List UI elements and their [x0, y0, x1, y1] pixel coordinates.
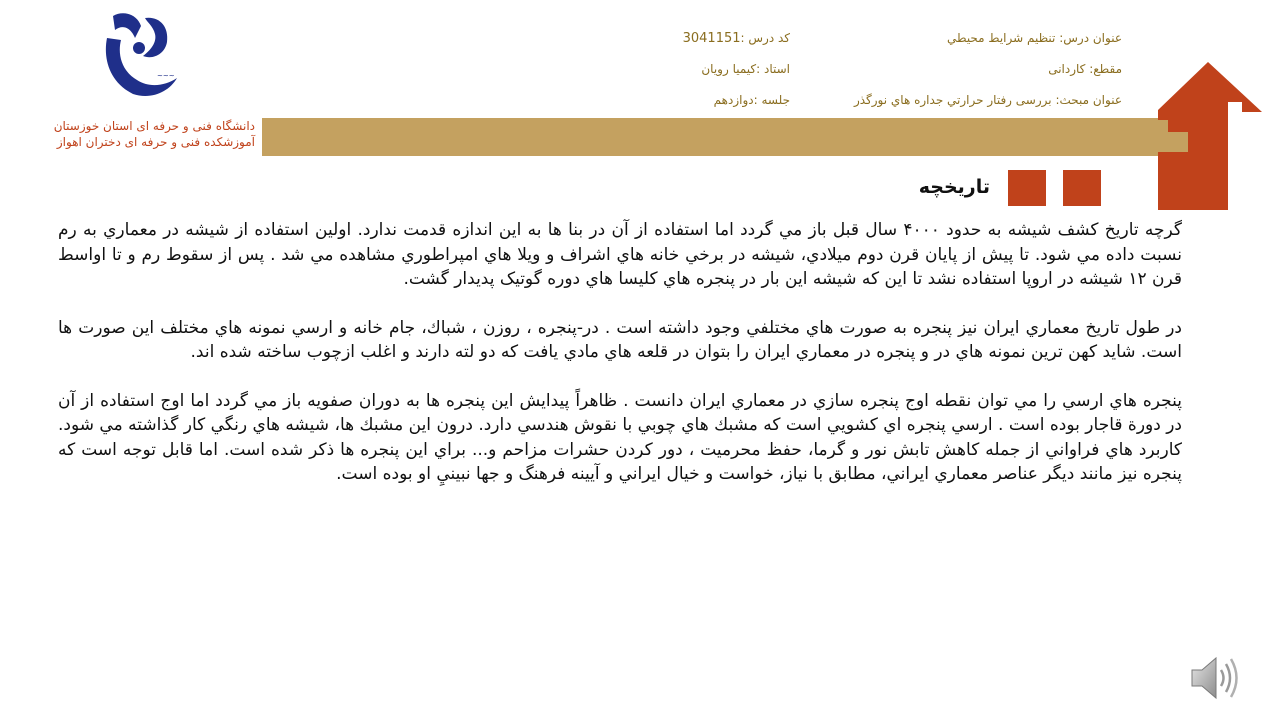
paragraph-1: گرچه تاريخ کشف شيشه به حدود ۴۰۰۰ سال قبل باز مي گردد اما استفاده از آن در بنا ها به اين اندازه قدمت ندارد. اولين استفاده از شيشه در معماري به رم نسبت داده مي شود. تا پيش از پايان قرن دوم ميلادي، شيشه در برخي خانه هاي اشراف و ويلا هاي امپراطوري مشاهده مي شد . پس از سقوط رم و تا اواسط قرن ۱۲ شيشه در اروپا استفاده نشد تا اين که شيشه اين بار در پنجره هاي کليسا هاي دوره گوتيک پديدار گشت. [58, 220, 1182, 289]
svg-text:~~~: ~~~ [157, 72, 175, 80]
decor-square-2 [1063, 170, 1101, 206]
paragraph-2: در طول تاريخ معماري ايران نيز پنجره به صورت هاي مختلفي وجود داشته است . در-پنجره ، روزن ، شباك، جام خانه و ارسي نمونه هاي مختلف اين صورت ها است. شايد کهن ترين نمونه هاي در و پنجره در معماري ايران را بتوان در قلعه هاي مادي يافت که دو لته دارند و اغلب ازچوب ساخته شده اند. [58, 317, 1182, 362]
speaker-icon[interactable] [1188, 654, 1240, 702]
course-title-label: عنوان درس: [1059, 31, 1122, 45]
topic-value: بررسی رفتار حرارتي جداره هاي نورگذر [853, 93, 1052, 107]
instructor [701, 62, 790, 76]
level-label: مقطع: [1089, 62, 1122, 76]
session [714, 93, 790, 107]
paragraph-3: پنجره هاي ارسي را مي توان نقطه اوج پنجره سازي در معماري ايران دانست . ظاهراً پيدايش اين پنجره ها به دوران صفويه باز مي گردد اما اوج استفاده از آن در دورة قاجار بوده است . ارسي پنجره اي کشويي است که مشبك هاي چوبي با نقوش هندسي دارد. درون اين مشبك ها، شيشه هاي رنگي کار گذاشته مي شود. کاربرد هاي فراواني از جمله کاهش تابش نور و گرما، حفظ محرميت ، دور کردن حشرات مزاحم و... براي اين پنجره ها ذکر شده است. اما قابل توجه است که پنجره نيز مانند ديگر عناصر معماري ايراني، مطابق با نياز، خواست و خيال ايراني و آيينه فرهنگ و جها نبينيِ او بوده است. [58, 390, 1182, 484]
instructor-label: استاد : [756, 62, 790, 76]
course-code [683, 31, 790, 46]
arrow-icon [1150, 60, 1268, 210]
level [1048, 62, 1122, 76]
university-logo-icon [95, 8, 185, 100]
institution-line2: آموزشکده فنی و حرفه ای دختران اهواز [56, 135, 255, 149]
institution-line1: دانشگاه فنی و حرفه ای استان خوزستان [53, 119, 255, 133]
topic-label: عنوان مبحث: [1055, 93, 1122, 107]
topic [854, 93, 1122, 107]
section-heading: تاريخچه [918, 176, 990, 198]
decor-square-1 [1008, 170, 1046, 206]
header-band [262, 118, 1192, 156]
session-label: جلسه : [753, 93, 790, 107]
instructor-value: کیمیا رویان [701, 62, 757, 76]
institution-name [40, 118, 255, 150]
level-value: کاردانی [1048, 62, 1086, 76]
course-code-value: 3041151 [682, 31, 741, 46]
course-code-label: کد درس : [740, 31, 790, 45]
body-text [58, 218, 1182, 511]
course-title-value: تنظيم شرايط محيطي [946, 31, 1056, 45]
course-title [947, 31, 1122, 45]
session-value: دوازدهم [713, 93, 754, 107]
